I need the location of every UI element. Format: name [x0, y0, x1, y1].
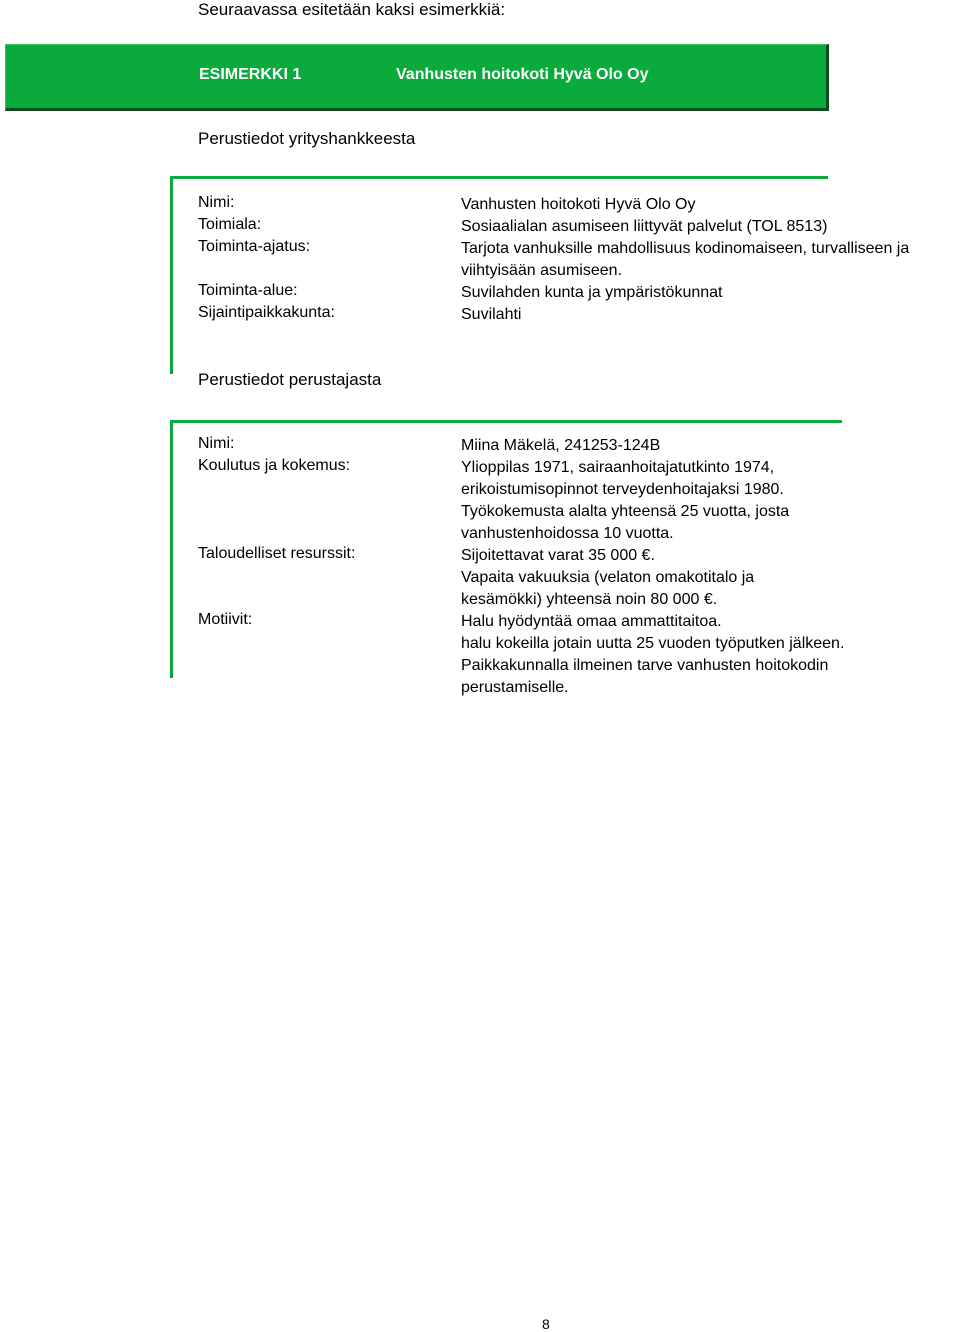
field-value-line: erikoistumisopinnot terveydenhoitajaksi 1980.: [461, 481, 784, 498]
field-value-line: perustamiselle.: [461, 679, 569, 696]
company-frame-top: [170, 176, 828, 179]
company-frame-left: [170, 176, 173, 374]
field-label: Motiivit:: [198, 611, 253, 628]
founder-frame-left: [170, 420, 173, 678]
field-label: Taloudelliset resurssit:: [198, 545, 356, 562]
banner-title: Vanhusten hoitokoti Hyvä Olo Oy: [396, 66, 649, 83]
field-label: Nimi:: [198, 194, 235, 211]
field-value-line: Ylioppilas 1971, sairaanhoitajatutkinto 1974,: [461, 459, 775, 476]
field-value: [461, 282, 723, 304]
field-value-line: Paikkakunnalla ilmeinen tarve vanhusten hoitokodin: [461, 657, 829, 674]
field-value-line: kesämökki) yhteensä noin 80 000 €.: [461, 591, 718, 608]
field-value: [461, 194, 696, 216]
field-value: [461, 238, 909, 282]
founder-frame-top: [170, 420, 842, 423]
field-label: Koulutus ja kokemus:: [198, 457, 351, 474]
field-value-line: Miina Mäkelä, 241253-124B: [461, 437, 661, 454]
field-value-line: Vapaita vakuuksia (velaton omakotitalo ja: [461, 569, 755, 586]
field-value-line: Vanhusten hoitokoti Hyvä Olo Oy: [461, 196, 696, 213]
field-value-line: Sijoitettavat varat 35 000 €.: [461, 547, 655, 564]
intro-text: Seuraavassa esitetään kaksi esimerkkiä:: [198, 0, 506, 19]
founder-section-heading: Perustiedot perustajasta: [198, 370, 382, 389]
field-label: Toimiala:: [198, 216, 262, 233]
field-value-line: Työkokemusta alalta yhteensä 25 vuotta, josta: [461, 503, 790, 520]
field-value-line: viihtyisään asumiseen.: [461, 262, 622, 279]
field-value: [461, 457, 789, 545]
field-label: Sijaintipaikkakunta:: [198, 304, 335, 321]
field-value-line: vanhustenhoidossa 10 vuotta.: [461, 525, 674, 542]
field-value: [461, 216, 827, 238]
field-value: [461, 611, 844, 699]
field-value-line: Suvilahti: [461, 306, 522, 323]
field-value-line: Sosiaalialan asumiseen liittyvät palvelut (TOL 8513): [461, 218, 828, 235]
field-value-line: Tarjota vanhuksille mahdollisuus kodinomaiseen, turvalliseen ja: [461, 240, 910, 257]
field-value-line: Suvilahden kunta ja ympäristökunnat: [461, 284, 723, 301]
field-value: [461, 545, 754, 611]
example-banner: [5, 44, 829, 111]
field-label: Nimi:: [198, 435, 235, 452]
banner-label: ESIMERKKI 1: [199, 66, 302, 83]
field-label: Toiminta-alue:: [198, 282, 298, 299]
field-value: [461, 435, 660, 457]
page-number: 8: [542, 1316, 550, 1332]
field-value: [461, 304, 521, 326]
field-label: Toiminta-ajatus:: [198, 238, 311, 255]
company-section-heading: Perustiedot yrityshankkeesta: [198, 129, 416, 148]
field-value-line: Halu hyödyntää omaa ammattitaitoa.: [461, 613, 722, 630]
field-value-line: halu kokeilla jotain uutta 25 vuoden työputken jälkeen.: [461, 635, 845, 652]
